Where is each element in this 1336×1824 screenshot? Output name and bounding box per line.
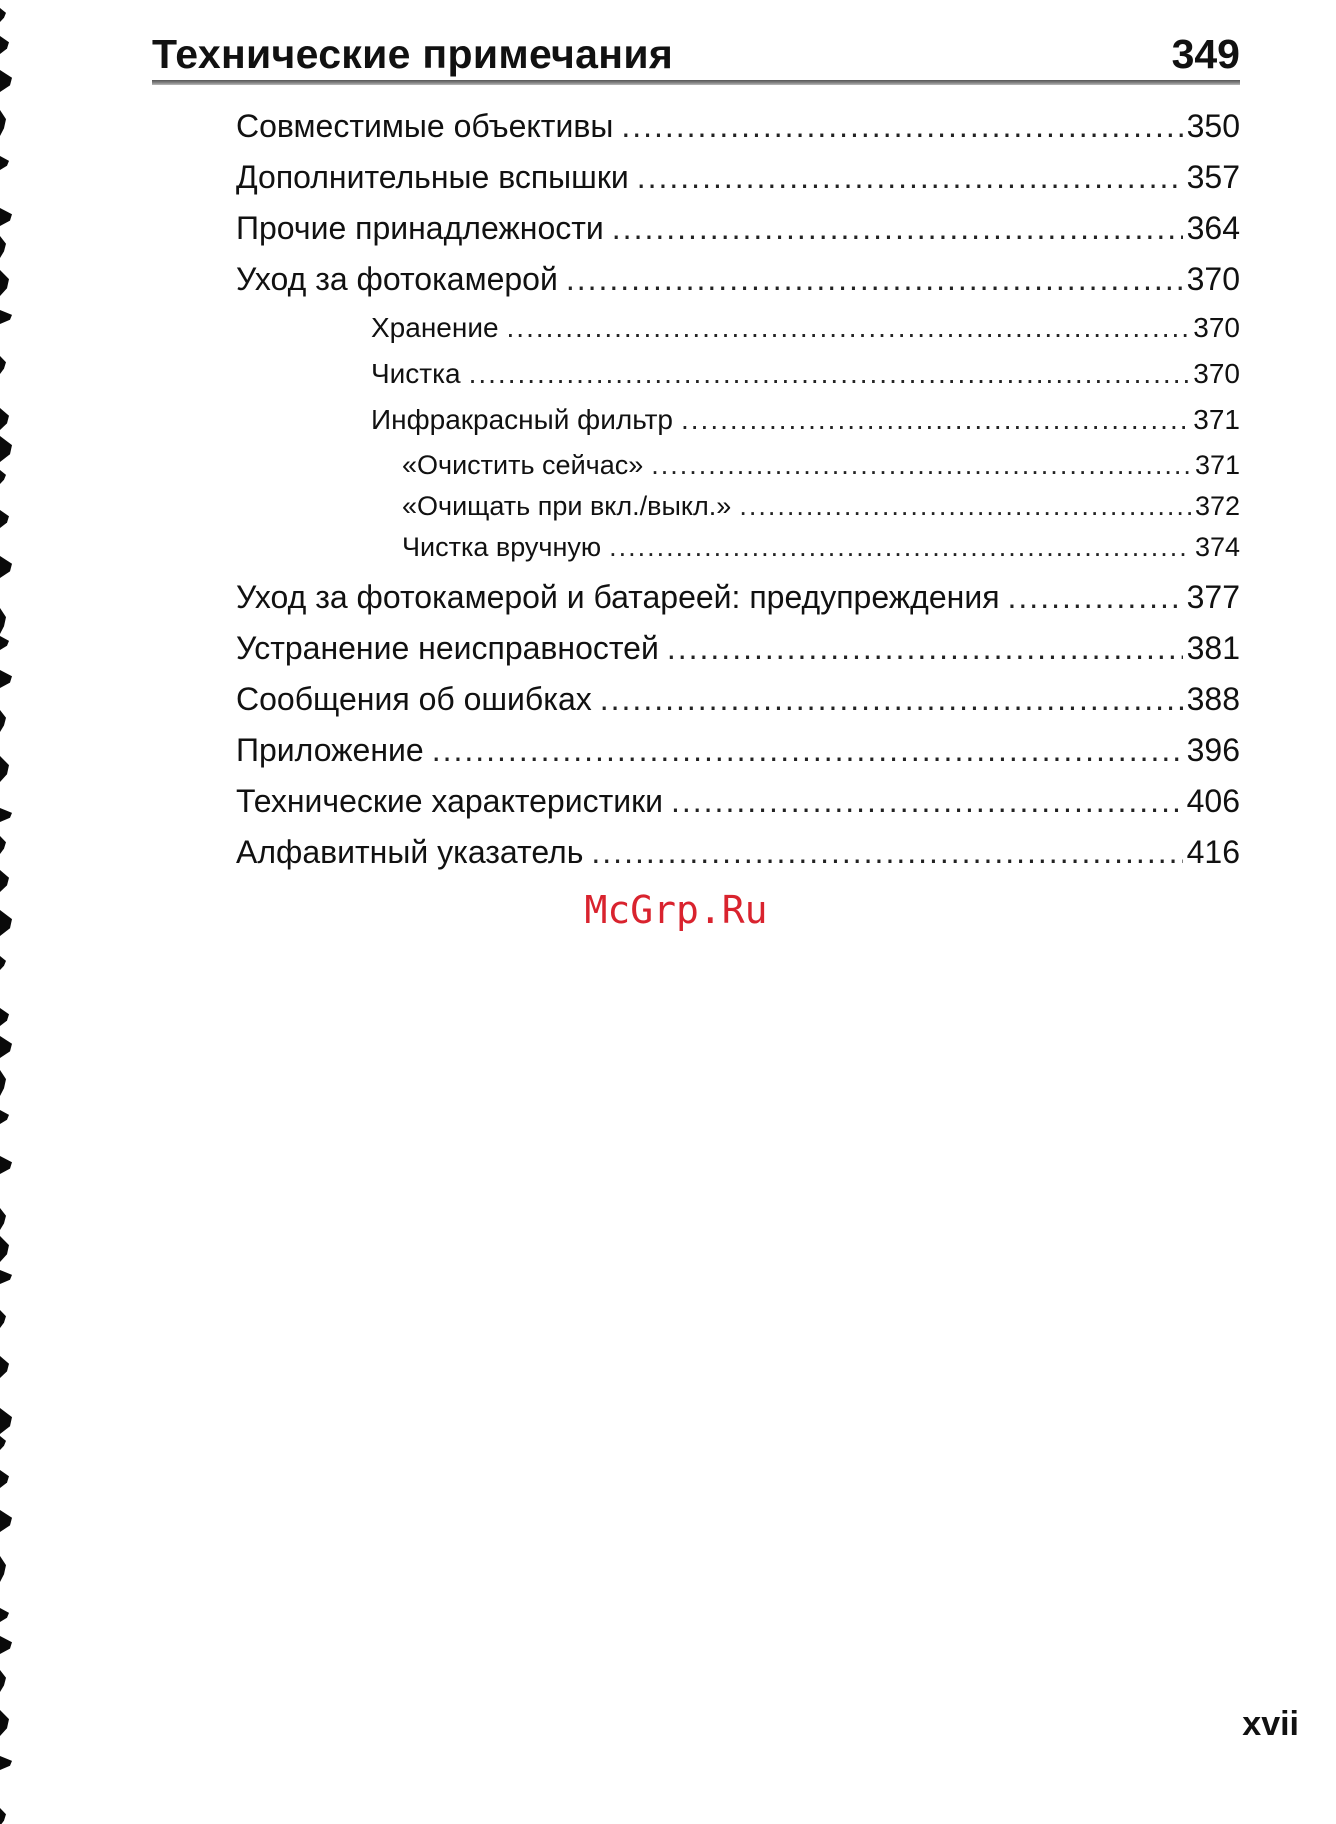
toc-leader-dots [612,210,1183,247]
binding-mark [0,836,6,854]
toc-entry-page: 370 [1186,261,1240,297]
watermark: McGrp.Ru [584,888,768,932]
folio-page-number: xvii [1242,1705,1299,1743]
binding-mark [0,1808,6,1824]
toc-leader-dots [432,732,1183,769]
toc-entry-title: Приложение [236,732,424,768]
toc-leader-dots [566,261,1183,298]
binding-mark [0,1608,9,1622]
binding-mark [0,1436,6,1450]
toc-entry-title: Инфракрасный фильтр [371,404,673,435]
toc-leader-dots [739,491,1191,522]
binding-mark [0,356,6,374]
binding-mark [0,1070,6,1096]
toc-entry-title: Прочие принадлежности [236,210,604,246]
toc-entry-page: 396 [1186,732,1240,768]
section-title: Технические примечания [152,31,674,77]
binding-mark [0,510,9,528]
toc-entry[interactable] [236,630,1240,681]
binding-mark [0,310,12,324]
toc-entry-title: Алфавитный указатель [236,834,584,870]
toc-entry-page: 371 [1193,404,1240,435]
toc-entry-title: Дополнительные вспышки [236,159,629,195]
toc-entry-title: «Очистить сейчас» [402,450,644,480]
toc-entry-page: 364 [1186,210,1240,246]
toc-leader-dots [681,404,1189,436]
toc-entry[interactable] [236,732,1240,783]
toc-entry-page: 377 [1186,579,1240,615]
toc-entry-title: Чистка [371,358,461,389]
binding-mark [0,756,9,782]
binding-mark [0,70,12,92]
binding-mark [0,1008,9,1026]
toc-entry[interactable] [236,210,1240,261]
toc-subsubentry[interactable] [236,532,1240,573]
binding-mark [0,236,6,258]
binding-mark [0,470,6,484]
section-page-number: 349 [1171,31,1240,77]
binding-mark [0,436,12,462]
binding-mark [0,1356,9,1378]
toc-entry-page: 381 [1186,630,1240,666]
section-header [152,18,1240,78]
toc-subentry[interactable] [236,312,1240,358]
toc-entry-title: Сообщения об ошибках [236,681,592,717]
toc-entry-title: «Очищать при вкл./выкл.» [402,491,732,521]
toc-entry-title: Совместимые объективы [236,108,614,144]
binding-mark [0,808,12,822]
toc-leader-dots [1008,579,1183,616]
toc-entry[interactable] [236,834,1240,885]
toc-entry-title: Устранение неисправностей [236,630,659,666]
toc-leader-dots [600,681,1183,718]
binding-mark [0,156,9,170]
toc-leader-dots [671,783,1183,820]
toc-entry-page: 370 [1193,312,1240,343]
toc-subentry[interactable] [236,404,1240,450]
toc-leader-dots [609,532,1191,563]
toc-leader-dots [507,312,1190,344]
binding-mark [0,1408,12,1434]
binding-mark [0,1208,6,1230]
toc-entry[interactable] [236,261,1240,312]
binding-mark [0,1470,9,1488]
toc-leader-dots [651,450,1191,481]
toc-subsubentry[interactable] [236,450,1240,491]
toc-entry-page: 357 [1186,159,1240,195]
toc-entry-title: Чистка вручную [402,532,602,562]
binding-mark [0,636,9,650]
binding-mark [0,1756,12,1770]
binding-mark [0,1036,12,1058]
binding-mark [0,36,9,54]
binding-mark [0,1236,9,1262]
toc-entry-title: Хранение [371,312,499,343]
toc-entry-page: 406 [1186,783,1240,819]
toc-leader-dots [591,834,1182,871]
toc-entry[interactable] [236,108,1240,159]
toc-entry[interactable] [236,579,1240,630]
binding-mark [0,1110,9,1124]
toc-subentry[interactable] [236,358,1240,404]
binding-mark [0,1310,6,1328]
toc-entry-page: 370 [1193,358,1240,389]
binding-mark [0,1636,12,1654]
toc-leader-dots [637,159,1183,196]
toc-entry-title: Технические характеристики [236,783,663,819]
toc-leader-dots [667,630,1183,667]
binding-mark [0,1510,12,1532]
binding-mark [0,710,6,732]
toc-subsubentry[interactable] [236,491,1240,532]
binding-mark [0,956,6,970]
binding-mark [0,1156,12,1174]
binding-mark [0,208,12,226]
toc-entry-title: Уход за фотокамерой и батареей: предупреждения [236,579,1000,615]
toc-entry-page: 371 [1194,450,1240,480]
toc-entry-page: 416 [1186,834,1240,870]
binding-mark [0,8,6,22]
toc-entry[interactable] [236,681,1240,732]
toc-leader-dots [621,108,1182,145]
toc-entry-title: Уход за фотокамерой [236,261,558,297]
table-of-contents [236,108,1240,885]
toc-entry[interactable] [236,783,1240,834]
toc-entry-page: 374 [1194,532,1240,562]
binding-mark [0,1710,9,1736]
header-rule [152,80,1240,85]
toc-entry-page: 372 [1194,491,1240,521]
binding-mark [0,270,9,296]
binding-mark [0,408,9,430]
binding-mark [0,608,6,634]
binding-mark [0,670,12,688]
toc-entry-page: 350 [1186,108,1240,144]
binding-mark [0,110,6,136]
toc-leader-dots [469,358,1190,390]
binding-mark [0,1670,6,1692]
toc-entry[interactable] [236,159,1240,210]
binding-mark [0,1270,12,1284]
binding-mark [0,556,12,578]
toc-entry-page: 388 [1186,681,1240,717]
binding-mark [0,1556,6,1582]
